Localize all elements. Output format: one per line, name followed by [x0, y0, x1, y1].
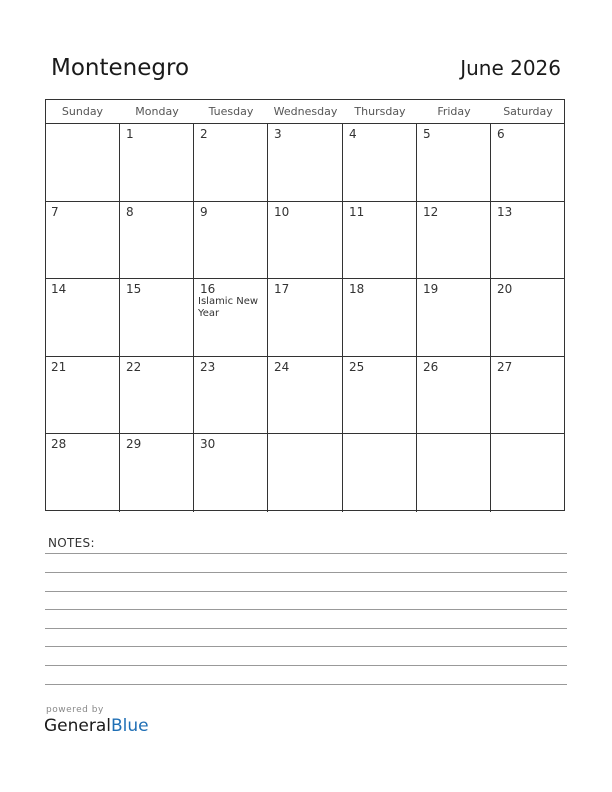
day-number: 17 [274, 282, 290, 297]
day-number: 11 [349, 204, 365, 219]
weekday-saturday: Saturday [503, 105, 553, 118]
day-number: 16 [200, 282, 216, 297]
day-cell [268, 434, 343, 512]
day-number: 24 [274, 359, 290, 374]
day-cell [45, 202, 120, 280]
day-cell [491, 279, 565, 357]
day-number: 25 [349, 359, 365, 374]
day-cell [120, 279, 194, 357]
weekday-sunday: Sunday [61, 105, 104, 118]
day-number: 14 [51, 282, 67, 297]
day-number: 23 [200, 359, 216, 374]
day-number: 5 [423, 127, 431, 141]
day-cell [417, 279, 491, 357]
day-number: 12 [423, 204, 439, 219]
brand-blue: Blue [111, 716, 149, 736]
day-number: 29 [126, 437, 142, 452]
month-year-title: June 2026 [460, 56, 561, 80]
day-cell [45, 279, 120, 357]
day-number: 6 [497, 127, 505, 141]
day-number: 2 [200, 127, 208, 141]
weekday-thursday: Thursday [354, 105, 406, 118]
day-number: 7 [51, 204, 59, 219]
day-number: 13 [497, 204, 513, 219]
day-cell [194, 357, 268, 435]
day-cell [268, 279, 343, 357]
day-number: 28 [51, 437, 67, 452]
day-cell [417, 357, 491, 435]
day-number: 30 [200, 437, 216, 452]
day-cell [120, 124, 194, 202]
country-title: Montenegro [51, 55, 190, 81]
weekday-friday: Friday [437, 105, 471, 118]
day-cell [194, 202, 268, 280]
day-cell [343, 279, 417, 357]
calendar-grid [45, 99, 565, 511]
day-number: 21 [51, 359, 67, 374]
day-cell [417, 124, 491, 202]
day-cell [120, 434, 194, 512]
notes-label: NOTES: [48, 536, 95, 550]
day-number: 15 [126, 282, 142, 297]
brand-general: General [44, 716, 111, 736]
day-number: 19 [423, 282, 439, 297]
powered-by-text: powered by [46, 705, 104, 715]
note-line [45, 572, 567, 573]
day-number: 27 [497, 359, 513, 374]
note-line [45, 609, 567, 610]
note-line [45, 646, 567, 647]
day-cell [343, 124, 417, 202]
day-number: 20 [497, 282, 513, 297]
day-cell [417, 434, 491, 512]
weekday-monday: Monday [135, 105, 179, 118]
day-cell [194, 124, 268, 202]
note-line [45, 553, 567, 554]
holiday-label: Islamic New Year [198, 296, 259, 320]
day-cell [491, 124, 565, 202]
day-cell [268, 202, 343, 280]
day-cell [491, 357, 565, 435]
day-number: 1 [126, 127, 134, 141]
day-cell [268, 357, 343, 435]
day-cell [194, 279, 268, 357]
day-number: 18 [349, 282, 365, 297]
day-cell [268, 124, 343, 202]
day-cell [491, 434, 565, 512]
note-line [45, 628, 567, 629]
day-cell [45, 357, 120, 435]
day-number: 9 [200, 204, 208, 219]
day-cell [45, 124, 120, 202]
day-cell [120, 357, 194, 435]
day-cell [343, 434, 417, 512]
day-cell [120, 202, 194, 280]
note-line [45, 684, 567, 685]
day-cell [491, 202, 565, 280]
day-cell [343, 202, 417, 280]
day-number: 10 [274, 204, 290, 219]
weekday-header-row [46, 100, 564, 124]
day-cell [343, 357, 417, 435]
day-cell [45, 434, 120, 512]
weekday-tuesday: Tuesday [208, 105, 254, 118]
day-number: 8 [126, 204, 134, 219]
note-line [45, 591, 567, 592]
day-number: 3 [274, 127, 282, 141]
day-cell [194, 434, 268, 512]
day-number: 4 [349, 127, 357, 141]
generalblue-logo [44, 716, 149, 736]
note-line [45, 665, 567, 666]
day-number: 22 [126, 359, 142, 374]
day-number: 26 [423, 359, 439, 374]
weekday-wednesday: Wednesday [273, 105, 338, 118]
day-cell [417, 202, 491, 280]
